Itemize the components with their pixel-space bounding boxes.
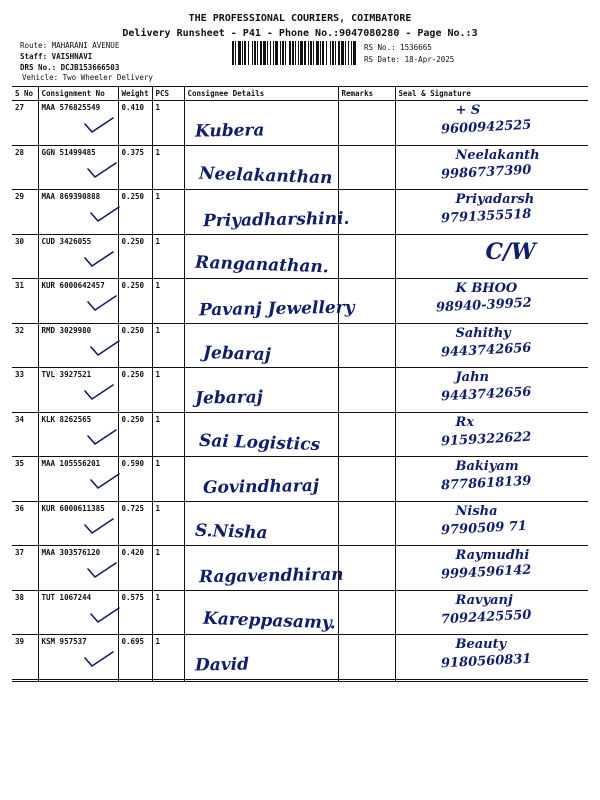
- phone-handwritten: 98940-39952: [435, 295, 532, 316]
- signature-handwritten: Raymudhi: [455, 548, 530, 563]
- end-rule-cell: [12, 679, 38, 681]
- cell-weight: 0.695: [118, 635, 152, 680]
- phone-handwritten: 9790509 71: [440, 518, 527, 538]
- table-row: [12, 412, 588, 457]
- consignee-name-handwritten: Priyadharshini.: [202, 208, 350, 232]
- cell-pcs: 1: [152, 101, 184, 146]
- cell-consignee: [184, 546, 344, 591]
- signature-handwritten: Sahithy: [455, 325, 511, 341]
- cell-sno: 28: [12, 145, 38, 190]
- cell-remarks: [338, 457, 395, 502]
- col-header-signature: Seal & Signature: [395, 87, 588, 101]
- signature-handwritten: Rx: [455, 414, 475, 430]
- route-label: Route: MAHARANI AVENUE: [20, 41, 120, 50]
- cell-remarks: [338, 501, 395, 546]
- cell-remarks: [338, 590, 395, 635]
- cell-remarks: [338, 412, 395, 457]
- phone-handwritten: 9180560831: [440, 651, 532, 672]
- end-rule-cell: [152, 679, 184, 681]
- checkmark-icon: [83, 116, 115, 136]
- cell-weight: 0.250: [118, 190, 152, 235]
- checkmark-icon: [86, 161, 118, 181]
- cell-consignment: GGN 51499485: [38, 145, 118, 190]
- table-row: [12, 635, 588, 680]
- staff-label: Staff: VAISHNAVI: [20, 52, 93, 61]
- table-row: [12, 501, 588, 546]
- table-row: [12, 279, 588, 324]
- checkmark-icon: [83, 650, 115, 670]
- checkmark-icon: [89, 205, 121, 225]
- cell-sno: 39: [12, 635, 38, 680]
- drs-label: DRS No.: DCJB153666503: [20, 63, 120, 72]
- cell-consignee: [184, 412, 338, 457]
- cell-signature: [395, 368, 588, 413]
- checkmark-icon: [83, 250, 115, 270]
- cell-signature: [395, 635, 588, 680]
- cell-signature: [395, 145, 588, 190]
- vehicle-label: Vehicle: Two Wheeler Delivery: [22, 73, 153, 82]
- cell-remarks: [338, 368, 395, 413]
- cell-sno: 31: [12, 279, 38, 324]
- cell-weight: 0.250: [118, 234, 152, 279]
- cell-consignment: KLK 8262565: [38, 412, 118, 457]
- table-row: [12, 590, 588, 635]
- end-rule-cell: [184, 679, 338, 681]
- signature-handwritten: Priyadarsh: [455, 192, 535, 207]
- consignee-name-handwritten: Kubera: [194, 120, 265, 142]
- phone-handwritten: 9443742656: [440, 384, 532, 405]
- signature-handwritten: Neelakanth: [455, 147, 540, 163]
- rs-number: RS No.: 1536665: [364, 43, 432, 52]
- checkmark-icon: [83, 383, 115, 403]
- cell-pcs: 1: [152, 546, 184, 591]
- cell-consignee: [184, 190, 350, 235]
- phone-handwritten: 9600942525: [440, 117, 532, 138]
- consignee-name-handwritten: S.Nisha: [194, 520, 268, 543]
- cell-sno: 29: [12, 190, 38, 235]
- cell-signature: [395, 546, 588, 591]
- cell-sno: 35: [12, 457, 38, 502]
- runsheet-subtitle: Delivery Runsheet - P41 - Phone No.:9047080280 - Page No.:3: [122, 28, 478, 39]
- consignee-name-handwritten: Jebaraj: [202, 342, 271, 365]
- cell-sno: 30: [12, 234, 38, 279]
- cell-pcs: 1: [152, 412, 184, 457]
- cell-consignee: [184, 590, 338, 635]
- table-row: [12, 457, 588, 502]
- signature-handwritten: Ravyanj: [455, 592, 513, 608]
- cell-pcs: 1: [152, 234, 184, 279]
- cell-pcs: 1: [152, 279, 184, 324]
- table-header-row: [12, 87, 588, 101]
- cell-consignee: [184, 501, 338, 546]
- table-row: [12, 145, 588, 190]
- cell-signature: [395, 590, 588, 635]
- checkmark-icon: [83, 517, 115, 537]
- rs-date: RS Date: 18-Apr-2025: [364, 55, 455, 64]
- cell-sno: 27: [12, 101, 38, 146]
- phone-handwritten: 9791355518: [440, 206, 532, 227]
- cell-consignee: [184, 457, 338, 502]
- cell-pcs: 1: [152, 590, 184, 635]
- table-row: [12, 323, 588, 368]
- phone-handwritten: 9443742656: [440, 340, 532, 360]
- cell-weight: 0.375: [118, 145, 152, 190]
- cell-consignee: [184, 368, 338, 413]
- col-header-sno: S No: [12, 87, 38, 101]
- cell-signature: [395, 457, 588, 502]
- table-row: [12, 190, 588, 235]
- cell-signature: [395, 190, 588, 235]
- cell-consignment: KUR 6000642457: [38, 279, 118, 324]
- cell-pcs: 1: [152, 368, 184, 413]
- cell-consignee: [184, 635, 338, 680]
- cell-remarks: [338, 279, 395, 324]
- signature-handwritten: Beauty: [455, 637, 507, 652]
- table-row: [12, 234, 588, 279]
- signature-handwritten: Nisha: [455, 503, 498, 519]
- checkmark-icon: [86, 294, 118, 314]
- phone-handwritten: 9986737390: [440, 162, 532, 182]
- cell-weight: 0.420: [118, 546, 152, 591]
- table-end-rule: [12, 679, 588, 681]
- cell-weight: 0.250: [118, 323, 152, 368]
- consignee-name-handwritten: David: [194, 654, 249, 676]
- consignee-name-handwritten: Neelakanthan: [198, 163, 333, 188]
- consignee-name-handwritten: Pavanj Jewellery: [198, 297, 355, 321]
- cell-consignee: [184, 101, 338, 146]
- cell-sno: 34: [12, 412, 38, 457]
- consignee-name-handwritten: Ranganathan.: [194, 252, 329, 277]
- cell-consignment: CUD 3426055: [38, 234, 118, 279]
- signature-handwritten: C/W: [485, 238, 536, 265]
- cell-consignment: MAA 869390888: [38, 190, 118, 235]
- cell-sno: 38: [12, 590, 38, 635]
- cell-consignment: MAA 303576120: [38, 546, 118, 591]
- table-row: [12, 101, 588, 146]
- checkmark-icon: [89, 339, 121, 359]
- col-header-pcs: PCS: [152, 87, 184, 101]
- cell-signature: [395, 101, 588, 146]
- cell-signature: [395, 323, 588, 368]
- signature-handwritten: Bakiyam: [455, 459, 519, 474]
- delivery-table: [12, 86, 588, 682]
- cell-sno: 32: [12, 323, 38, 368]
- cell-signature: [395, 501, 588, 546]
- end-rule-cell: [338, 679, 395, 681]
- consignee-name-handwritten: Jebaraj: [194, 387, 263, 409]
- cell-consignee: [184, 323, 338, 368]
- cell-remarks: [338, 145, 395, 190]
- cell-remarks: [338, 101, 395, 146]
- col-header-remarks: Remarks: [338, 87, 395, 101]
- cell-signature: [395, 234, 588, 279]
- cell-pcs: 1: [152, 501, 184, 546]
- checkmark-icon: [89, 606, 121, 626]
- cell-signature: [395, 279, 588, 324]
- consignee-name-handwritten: Ragavendhiran: [198, 564, 344, 588]
- cell-remarks: [338, 323, 395, 368]
- cell-consignment: MAA 576825549: [38, 101, 118, 146]
- cell-weight: 0.725: [118, 501, 152, 546]
- cell-remarks: [338, 546, 395, 591]
- cell-signature: [395, 412, 588, 457]
- checkmark-icon: [89, 472, 121, 492]
- cell-remarks: [338, 234, 395, 279]
- cell-consignee: [184, 145, 338, 190]
- cell-pcs: 1: [152, 457, 184, 502]
- cell-consignment: TVL 3927521: [38, 368, 118, 413]
- cell-consignee: [184, 279, 355, 324]
- cell-sno: 37: [12, 546, 38, 591]
- barcode: [232, 41, 356, 65]
- cell-consignment: RMD 3029980: [38, 323, 118, 368]
- cell-consignment: MAA 105556201: [38, 457, 118, 502]
- cell-weight: 0.590: [118, 457, 152, 502]
- signature-handwritten: Jahn: [455, 370, 489, 385]
- table-row: [12, 368, 588, 413]
- col-header-consignee: Consignee Details: [184, 87, 338, 101]
- cell-remarks: [338, 190, 395, 235]
- phone-handwritten: 9159322622: [440, 429, 532, 449]
- cell-weight: 0.250: [118, 368, 152, 413]
- cell-consignment: TUT 1067244: [38, 590, 118, 635]
- cell-weight: 0.410: [118, 101, 152, 146]
- cell-weight: 0.575: [118, 590, 152, 635]
- cell-pcs: 1: [152, 190, 184, 235]
- end-rule-cell: [118, 679, 152, 681]
- phone-handwritten: 7092425550: [440, 607, 532, 627]
- company-title: THE PROFESSIONAL COURIERS, COIMBATORE: [188, 13, 412, 24]
- consignee-name-handwritten: Govindharaj: [202, 475, 319, 499]
- cell-sno: 36: [12, 501, 38, 546]
- cell-remarks: [338, 635, 395, 680]
- cell-consignee: [184, 234, 338, 279]
- consignee-name-handwritten: Sai Logistics: [198, 430, 320, 455]
- consignee-name-handwritten: Kareppasamy.: [202, 608, 336, 633]
- cell-sno: 33: [12, 368, 38, 413]
- cell-pcs: 1: [152, 323, 184, 368]
- signature-handwritten: + S: [455, 103, 481, 118]
- cell-weight: 0.250: [118, 279, 152, 324]
- cell-weight: 0.250: [118, 412, 152, 457]
- checkmark-icon: [86, 561, 118, 581]
- signature-handwritten: K BHOO: [455, 281, 518, 296]
- col-header-weight: Weight: [118, 87, 152, 101]
- end-rule-cell: [395, 679, 588, 681]
- cell-pcs: 1: [152, 635, 184, 680]
- col-header-consignment: Consignment No: [38, 87, 118, 101]
- phone-handwritten: 9994596142: [440, 562, 532, 583]
- cell-consignment: KSM 957537: [38, 635, 118, 680]
- cell-pcs: 1: [152, 145, 184, 190]
- phone-handwritten: 8778618139: [440, 473, 532, 494]
- checkmark-icon: [86, 428, 118, 448]
- table-row: [12, 546, 588, 591]
- end-rule-cell: [38, 679, 118, 681]
- cell-consignment: KUR 6000611385: [38, 501, 118, 546]
